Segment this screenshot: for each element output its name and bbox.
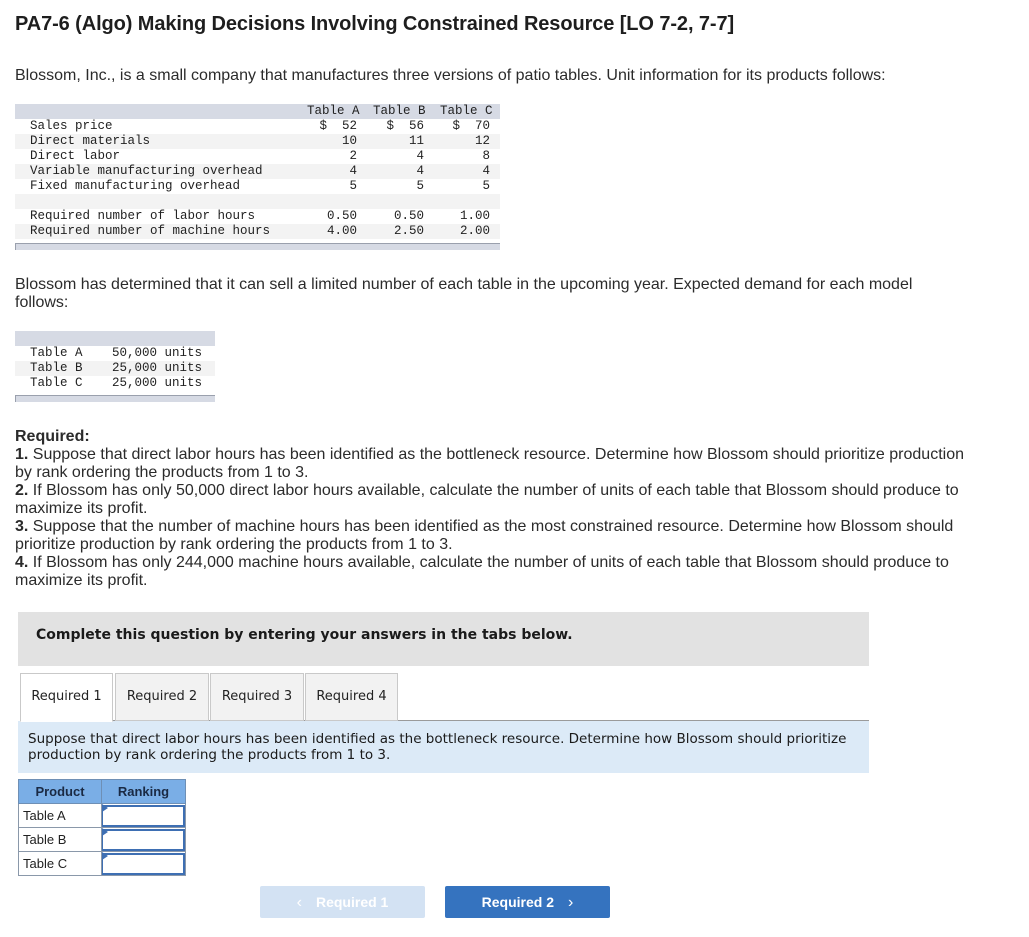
ranking-header-row: [19, 780, 186, 804]
input-flag-icon: [102, 852, 108, 860]
tab-required-3[interactable]: Required 3: [210, 673, 304, 721]
cell-value: 4: [482, 164, 490, 178]
table-row: [15, 346, 215, 361]
cell-value: 10: [341, 134, 357, 148]
cell-value: 25,000 units: [112, 376, 203, 390]
demand-intro-text: Blossom has determined that it can sell a limited number of each table in the upcoming year. Expected demand for each model follows:: [15, 276, 913, 311]
required-item-3: [15, 518, 975, 554]
item-text: If Blossom has only 50,000 direct labor hours available, calculate the number of units of each table that Blossom should produce to maximize its profit.: [15, 482, 959, 517]
cell-value: 5: [482, 179, 490, 193]
cell-value: 4: [416, 164, 424, 178]
cell-value: 0.50: [326, 209, 357, 223]
item-number: 3.: [15, 518, 29, 535]
ranking-cell: [102, 828, 186, 852]
cell-value: 1.00: [459, 209, 490, 223]
next-button-label: Required 2: [481, 894, 555, 910]
question-prompt: [18, 721, 869, 773]
ranking-input-table-b[interactable]: [102, 829, 185, 851]
row-label: Variable manufacturing overhead: [30, 164, 263, 178]
col-header-table-c: Table C: [440, 104, 493, 118]
header-ranking: Ranking: [102, 780, 186, 804]
row-label: Fixed manufacturing overhead: [30, 179, 241, 193]
required-item-2: [15, 482, 975, 518]
demand-header: [15, 331, 215, 346]
table-row: [15, 376, 215, 391]
unit-info-header: [15, 104, 500, 119]
input-flag-icon: [102, 828, 108, 836]
cell-value: 8: [482, 149, 490, 163]
cell-value: 5: [416, 179, 424, 193]
item-number: 1.: [15, 446, 29, 463]
required-item-1: [15, 446, 975, 482]
tab-required-2[interactable]: Required 2: [115, 673, 209, 721]
instruction-text: Complete this question by entering your answers in the tabs below.: [36, 627, 573, 643]
cell-value: $ 56: [386, 119, 424, 133]
col-header-table-a: Table A: [307, 104, 360, 118]
cell-value: 4.00: [326, 224, 357, 238]
row-label: Table C: [30, 376, 83, 390]
instruction-banner: [18, 612, 869, 666]
prev-button-label: Required 1: [315, 894, 389, 910]
row-label: Required number of machine hours: [30, 224, 271, 238]
item-text: If Blossom has only 244,000 machine hours available, calculate the number of units of each table that Blossom should produce to maximize its profit.: [15, 554, 949, 589]
table-row: [19, 852, 186, 876]
table-footer-bar: [15, 395, 215, 402]
table-row: [15, 209, 500, 224]
demand-table: [15, 331, 215, 402]
table-row: [15, 179, 500, 194]
col-header-table-b: Table B: [373, 104, 426, 118]
row-label: Sales price: [30, 119, 113, 133]
table-footer-bar: [15, 243, 500, 250]
cell-value: 4: [416, 149, 424, 163]
required-section: [15, 428, 975, 590]
input-flag-icon: [102, 804, 108, 812]
table-row: [15, 134, 500, 149]
row-label: Table A: [30, 346, 83, 360]
tab-required-4[interactable]: Required 4: [305, 673, 398, 721]
unit-info-table: [15, 104, 500, 250]
table-row: [15, 164, 500, 179]
header-product: Product: [19, 780, 102, 804]
row-label: Direct labor: [30, 149, 121, 163]
cell-value: 2: [349, 149, 357, 163]
product-name: Table C: [19, 852, 102, 876]
item-text: Suppose that the number of machine hours has been identified as the most constrained resource. Determine how Blossom should prioritize production by rank ordering the products from 1 to 3.: [15, 518, 954, 553]
cell-value: 5: [349, 179, 357, 193]
cell-value: 12: [474, 134, 490, 148]
next-required-button[interactable]: [445, 886, 610, 918]
ranking-input-table-c[interactable]: [102, 853, 185, 875]
chevron-left-icon: ‹: [296, 894, 302, 911]
table-row-spacer: [15, 194, 500, 209]
required-item-4: [15, 554, 975, 590]
cell-value: $ 70: [452, 119, 490, 133]
cell-value: 25,000 units: [112, 361, 203, 375]
cell-value: 0.50: [393, 209, 424, 223]
prev-required-button[interactable]: [260, 886, 425, 918]
chevron-right-icon: ›: [568, 894, 574, 911]
item-text: Suppose that direct labor hours has been identified as the bottleneck resource. Determine how Blossom should prioritize production by rank ordering the products from 1 to 3.: [15, 446, 964, 481]
row-label: Table B: [30, 361, 83, 375]
item-number: 2.: [15, 482, 29, 499]
ranking-input-table-a[interactable]: [102, 805, 185, 827]
product-name: Table B: [19, 828, 102, 852]
cell-value: 50,000 units: [112, 346, 203, 360]
page-title: PA7-6 (Algo) Making Decisions Involving Constrained Resource [LO 7-2, 7-7]: [15, 13, 735, 35]
required-heading: Required:: [15, 428, 90, 445]
ranking-cell: [102, 852, 186, 876]
table-row: [15, 119, 500, 134]
intro-text: Blossom, Inc., is a small company that manufactures three versions of patio tables. Unit information for its products follows:: [15, 67, 886, 84]
table-row: [15, 361, 215, 376]
row-label: Required number of labor hours: [30, 209, 256, 223]
row-label: Direct materials: [30, 134, 151, 148]
cell-value: 11: [408, 134, 424, 148]
cell-value: 4: [349, 164, 357, 178]
cell-value: 2.00: [459, 224, 490, 238]
table-row: [15, 149, 500, 164]
product-name: Table A: [19, 804, 102, 828]
table-row: [19, 804, 186, 828]
item-number: 4.: [15, 554, 29, 571]
ranking-cell: [102, 804, 186, 828]
ranking-table: [18, 779, 186, 876]
cell-value: $ 52: [319, 119, 357, 133]
table-row: [15, 224, 500, 239]
tab-required-1[interactable]: Required 1: [20, 673, 113, 722]
prompt-text: Suppose that direct labor hours has been identified as the bottleneck resource. Determine how Blossom should prioritize production by rank ordering the products from 1 to 3.: [28, 731, 847, 763]
table-row: [19, 828, 186, 852]
cell-value: 2.50: [393, 224, 424, 238]
